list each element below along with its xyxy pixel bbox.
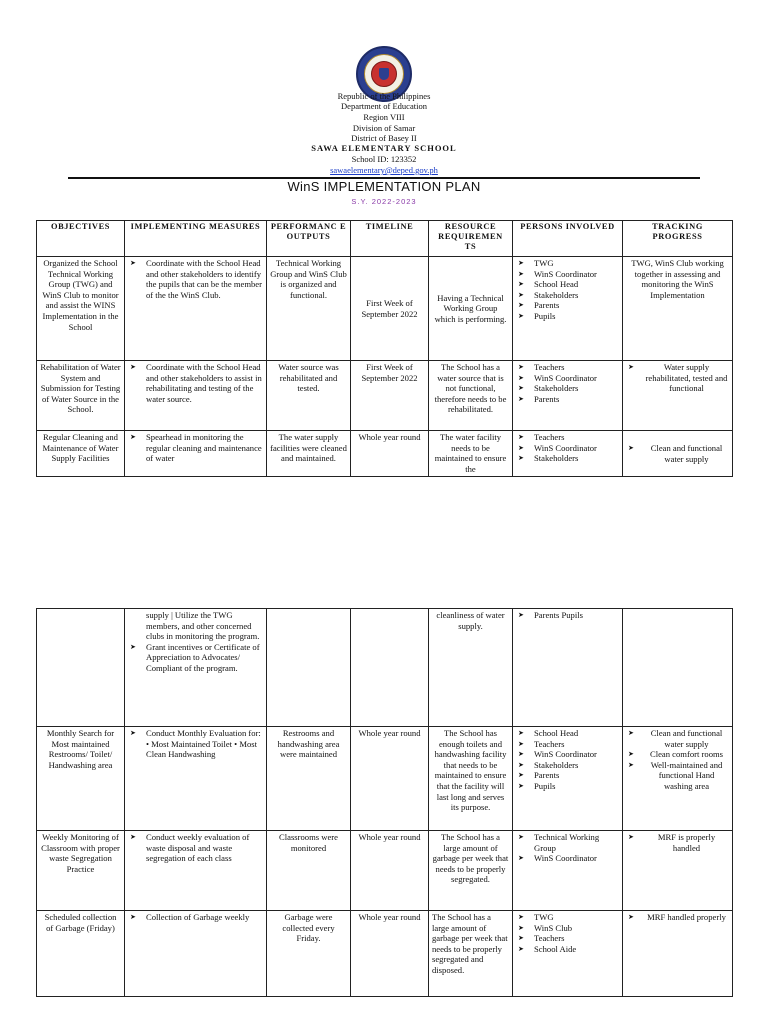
tracking-item: ➤ Clean and functional water supply	[626, 443, 729, 464]
resource-cell: The School has a water source that is not functional, therefore needs to be rehabilitated.	[429, 361, 513, 431]
header-tracking-progress: TRACKING PROGRESS	[623, 221, 733, 257]
person-item: ➤ Stakeholders	[516, 290, 619, 301]
objective-cell: Weekly Monitoring of Classroom with proper waste Segregation Practice	[37, 831, 125, 911]
person-item: ➤ Pupils	[516, 311, 619, 322]
implementation-table-page-2	[36, 608, 733, 997]
table-row	[37, 257, 733, 361]
output-cell: Classrooms were monitored	[267, 831, 351, 911]
measures-cell	[125, 727, 267, 831]
timeline-cell: Whole year round	[351, 911, 429, 997]
person-item: ➤ Teachers	[516, 739, 619, 750]
person-item: ➤ WinS Coordinator	[516, 443, 619, 454]
person-item: ➤ Stakeholders	[516, 453, 619, 464]
measure-continuation: supply | Utilize the TWG members, and other concerned clubs in monitoring the program.	[146, 610, 260, 642]
measures-cell	[125, 609, 267, 727]
school-year: S.Y. 2022-2023	[351, 197, 417, 206]
person-item: ➤ Teachers	[516, 933, 619, 944]
person-item: ➤ Parents	[516, 770, 619, 781]
person-item: ➤ Technical Working Group	[516, 832, 619, 853]
objective-cell: Monthly Search for Most maintained Restrooms/ Toilet/ Handwashing area	[37, 727, 125, 831]
header-persons-involved: PERSONS INVOLVED	[513, 221, 623, 257]
timeline-cell: First Week of September 2022	[351, 361, 429, 431]
header-resource-requirements: RESOURCE REQUIREMEN TS	[429, 221, 513, 257]
persons-cell	[513, 361, 623, 431]
tracking-item: ➤ Clean and functional water supply	[626, 728, 729, 749]
measure-item: ➤ Coordinate with the School Head and other stakeholders to assist in rehabilitating and testing of the water source.	[128, 362, 263, 404]
output-cell: Technical Working Group and WinS Club is organized and functional.	[267, 257, 351, 361]
timeline-cell: Whole year round	[351, 431, 429, 477]
person-item: ➤ Parents Pupils	[516, 610, 588, 621]
objective-cell: Regular Cleaning and Maintenance of Water Supply Facilities	[37, 431, 125, 477]
person-item: ➤ School Head	[516, 279, 619, 290]
output-cell	[267, 609, 351, 727]
resource-cell: Having a Technical Working Group which is performing.	[429, 257, 513, 361]
person-item: ➤ Stakeholders	[516, 760, 619, 771]
measure-item: ➤ Grant incentives or Certificate of Appreciation to Advocates/ Compliant of the program.	[128, 642, 263, 674]
person-item: ➤ WinS Coordinator	[516, 269, 619, 280]
resource-cell: The School has a large amount of garbage per week that needs to be properly segregated and disposed.	[429, 911, 513, 997]
person-item: ➤ WinS Coordinator	[516, 749, 619, 760]
objective-cell: Scheduled collection of Garbage (Friday)	[37, 911, 125, 997]
resource-cell: The School has a large amount of garbage per week that needs to be properly segregated.	[429, 831, 513, 911]
person-item: ➤ Teachers	[516, 432, 619, 443]
resource-cell: The School has enough toilets and handwashing facility that needs to be maintained to ensure that the facility will last long and serves its purpose.	[429, 727, 513, 831]
person-item: ➤ School Aide	[516, 944, 619, 955]
timeline-cell: Whole year round	[351, 727, 429, 831]
output-cell: Garbage were collected every Friday.	[267, 911, 351, 997]
seal-center	[371, 61, 397, 87]
tracking-item: ➤ MRF is properly handled	[626, 832, 729, 853]
school-name: SAWA ELEMENTARY SCHOOL	[311, 143, 457, 153]
measures-cell	[125, 431, 267, 477]
table-row	[37, 431, 733, 477]
table-row	[37, 831, 733, 911]
persons-cell	[513, 431, 623, 477]
header-performance-outputs: PERFORMANC E OUTPUTS	[267, 221, 351, 257]
persons-cell	[513, 727, 623, 831]
persons-cell	[513, 609, 623, 727]
table-row	[37, 361, 733, 431]
header-line-region: Region VIII	[363, 112, 405, 122]
table-row	[37, 911, 733, 997]
seal-shield	[379, 68, 389, 80]
resource-cell: The water facility needs to be maintained to ensure the	[429, 431, 513, 477]
person-item: ➤ Parents	[516, 394, 619, 405]
tracking-cell	[623, 727, 733, 831]
table-row	[37, 727, 733, 831]
document-page-1	[0, 0, 768, 500]
seal-ring	[364, 54, 404, 94]
persons-cell	[513, 911, 623, 997]
objective-cell: Rehabilitation of Water System and Submission for Testing of Water Source in the School.	[37, 361, 125, 431]
tracking-cell	[623, 831, 733, 911]
timeline-cell	[351, 609, 429, 727]
tracking-item: ➤ MRF handled properly	[626, 912, 729, 923]
school-email-link[interactable]: sawaelementary@deped.gov.ph	[330, 165, 438, 175]
school-id: School ID: 123352	[351, 154, 417, 164]
measure-item: ➤ Conduct Monthly Evaluation for: • Most Maintained Toilet • Most Clean Handwashing	[128, 728, 263, 760]
person-item: ➤ School Head	[516, 728, 619, 739]
table-row	[37, 609, 733, 727]
measures-cell	[125, 361, 267, 431]
header-objectives: OBJECTIVES	[37, 221, 125, 257]
timeline-cell: Whole year round	[351, 831, 429, 911]
tracking-cell	[623, 361, 733, 431]
header-implementing-measures: IMPLEMENTING MEASURES	[125, 221, 267, 257]
document-page-2	[0, 604, 768, 1024]
measures-cell	[125, 257, 267, 361]
output-cell: Restrooms and handwashing area were maintained	[267, 727, 351, 831]
header-timeline: TIMELINE	[351, 221, 429, 257]
tracking-item: ➤ Well-maintained and functional Hand washing area	[626, 760, 729, 792]
tracking-item: ➤ Clean comfort rooms	[626, 749, 729, 760]
tracking-cell	[623, 609, 733, 727]
header-line-district: District of Basey II	[351, 133, 417, 143]
objective-cell: Organized the School Technical Working Group (TWG) and WinS Club to monitor and assist the WINS Implementation in the School	[37, 257, 125, 361]
timeline-cell: First Week of September 2022	[351, 257, 429, 361]
person-item: ➤ Pupils	[516, 781, 619, 792]
person-item: ➤ Teachers	[516, 362, 619, 373]
measure-item: ➤ Coordinate with the School Head and other stakeholders to identify the pupils that can be the member of the the WinS Club.	[128, 258, 263, 300]
measures-cell	[125, 911, 267, 997]
measures-cell	[125, 831, 267, 911]
implementation-table-page-1	[36, 220, 733, 477]
document-title: WinS IMPLEMENTATION PLAN	[287, 179, 481, 194]
person-item: ➤ WinS Club	[516, 923, 619, 934]
header-line-division: Division of Samar	[352, 123, 416, 133]
table-header-row	[37, 221, 733, 257]
page-gap	[0, 500, 768, 604]
tracking-cell	[623, 431, 733, 477]
persons-cell	[513, 257, 623, 361]
output-cell: Water source was rehabilitated and tested.	[267, 361, 351, 431]
resource-cell: cleanliness of water supply.	[429, 609, 513, 727]
person-item: ➤ WinS Coordinator	[516, 853, 619, 864]
person-item: ➤ Parents	[516, 300, 619, 311]
tracking-item: ➤ Water supply rehabilitated, tested and functional	[626, 362, 729, 394]
person-item: ➤ TWG	[516, 912, 619, 923]
person-item: ➤ WinS Coordinator	[516, 373, 619, 384]
measure-item: ➤ Collection of Garbage weekly	[128, 912, 263, 923]
measure-item: ➤ Spearhead in monitoring the regular cleaning and maintenance of water	[128, 432, 263, 464]
tracking-cell	[623, 911, 733, 997]
header-line-republic: Republic of the Philippines	[337, 91, 431, 101]
objective-cell	[37, 609, 125, 727]
tracking-cell: TWG, WinS Club working together in assessing and monitoring the WinS Implementation	[623, 257, 733, 361]
persons-cell	[513, 831, 623, 911]
measure-item: ➤ Conduct weekly evaluation of waste disposal and waste segregation of each class	[128, 832, 263, 864]
header-line-deped: Department of Education	[341, 101, 427, 111]
person-item: ➤ Stakeholders	[516, 383, 619, 394]
output-cell: The water supply facilities were cleaned and maintained.	[267, 431, 351, 477]
person-item: ➤ TWG	[516, 258, 619, 269]
